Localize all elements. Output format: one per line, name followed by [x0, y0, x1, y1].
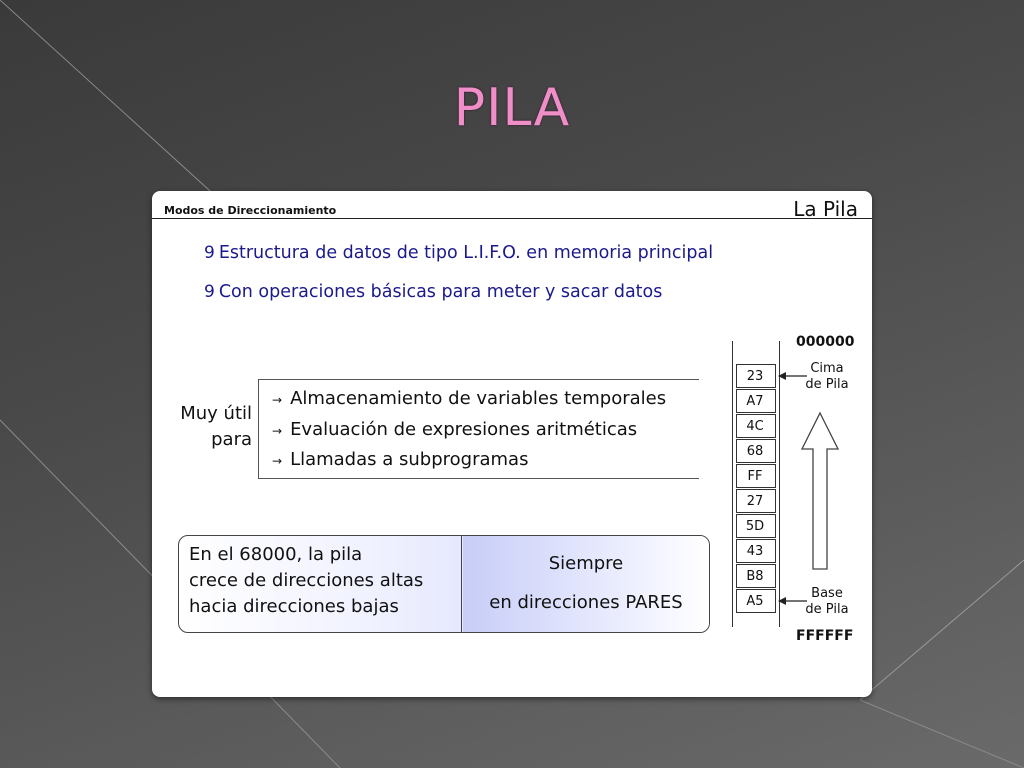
bullet-text: Estructura de datos de tipo L.I.F.O. en memoria principal: [218, 243, 714, 263]
arrow-up-icon: [802, 413, 838, 571]
info-line: Siempre: [548, 553, 624, 574]
check-bullet-icon: 9: [204, 282, 215, 302]
stack-cell-value: FF: [747, 469, 763, 484]
stack-cell-value: 5D: [745, 519, 765, 534]
uses-label-line: para: [211, 429, 252, 450]
stack-cell-value: 23: [746, 369, 764, 384]
info-line: hacia direcciones bajas: [189, 596, 399, 617]
stack-cell-value: 68: [746, 444, 764, 459]
arrow-right-icon: →: [272, 424, 283, 438]
slide-image-card: [152, 191, 872, 697]
label-line: de Pila: [805, 377, 849, 392]
bottom-address: FFFFFF: [796, 628, 854, 644]
slide-title: PILA: [453, 78, 571, 138]
arrow-left-icon: [778, 597, 807, 605]
check-bullet-icon: 9: [204, 243, 215, 263]
label-line: de Pila: [805, 602, 849, 617]
arrow-right-icon: →: [272, 454, 283, 468]
stack-cell-value: A5: [746, 594, 764, 609]
bullet-text: Con operaciones básicas para meter y sacar datos: [218, 282, 663, 302]
label-line: Base: [811, 586, 843, 601]
label-line: Cima: [810, 361, 844, 376]
stack-cell-value: 43: [746, 544, 764, 559]
header-right-label: La Pila: [793, 197, 858, 221]
use-item-text: Evaluación de expresiones aritméticas: [290, 419, 638, 440]
stack-arrows: [152, 191, 872, 697]
arrow-left-icon: [778, 372, 807, 380]
info-line: crece de direcciones altas: [189, 570, 424, 591]
info-line: En el 68000, la pila: [189, 544, 363, 565]
use-item-text: Llamadas a subprogramas: [290, 449, 529, 470]
stack-cell-value: 4C: [746, 419, 764, 434]
header-left-label: Modos de Direccionamiento: [164, 204, 337, 217]
use-item-text: Almacenamiento de variables temporales: [290, 388, 667, 409]
uses-label-line: Muy útil: [180, 403, 252, 424]
info-line: en direcciones PARES: [489, 592, 683, 613]
stack-cell-value: A7: [746, 394, 764, 409]
stack-cell-value: B8: [746, 569, 764, 584]
arrow-right-icon: →: [272, 393, 283, 407]
stack-cell-value: 27: [746, 494, 764, 509]
top-address: 000000: [796, 334, 855, 350]
